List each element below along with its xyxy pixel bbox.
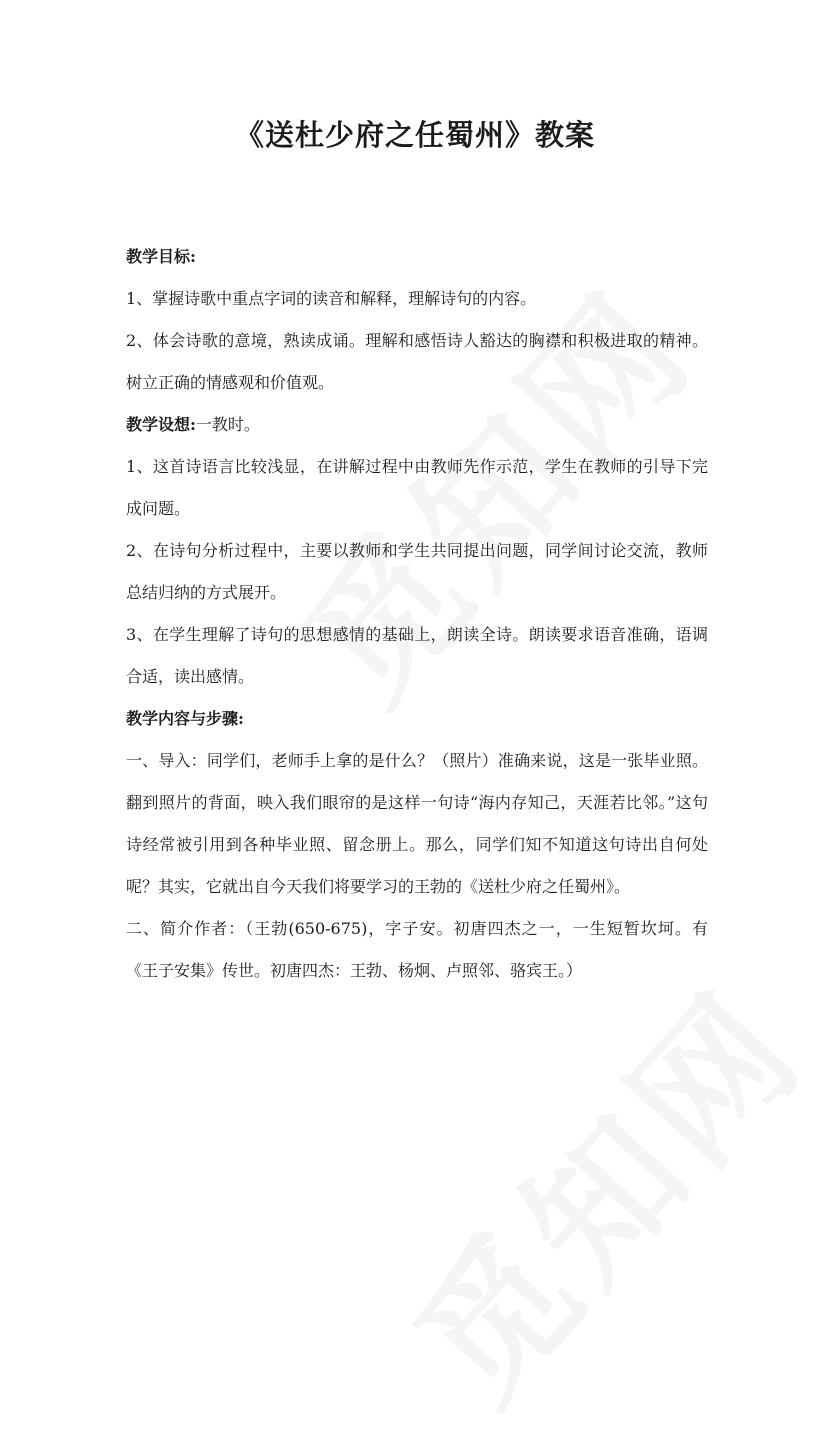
step-item-1: 一、导入：同学们，老师手上拿的是什么？（照片）准确来说，这是一张毕业照。翻到照片的背面，映入我们眼帘的是这样一句诗“海内存知己，天涯若比邻。”这句诗经常被引用到各种毕业照、留念册上。那么，同学们知不知道这句诗出自何处呢？其实，它就出自今天我们将要学习的王勃的《送杜少府之任蜀州》。 — [126, 751, 708, 896]
design-item-2: 2、在诗句分析过程中，主要以教师和学生共同提出问题，同学间讨论交流，教师总结归纳的方式展开。 — [126, 541, 708, 602]
goal-item-2: 2、体会诗歌的意境，熟读成诵。理解和感悟诗人豁达的胸襟和积极进取的精神。树立正确的情感观和价值观。 — [126, 331, 708, 392]
design-text: 一教时。 — [195, 415, 260, 434]
goals-heading: 教学目标: — [126, 247, 196, 266]
design-label: 教学设想: — [126, 415, 196, 434]
steps-heading: 教学内容与步骤: — [126, 709, 244, 728]
goal-item-1: 1、掌握诗歌中重点字词的读音和解释，理解诗句的内容。 — [126, 289, 537, 308]
design-item-3: 3、在学生理解了诗句的思想感情的基础上，朗读全诗。朗读要求语音准确，语调合适，读出感情。 — [126, 625, 708, 686]
document-title: 《送杜少府之任蜀州》教案 — [234, 118, 595, 152]
design-line — [126, 404, 708, 446]
watermark-bottom — [359, 937, 830, 1438]
step-item-2: 二、简介作者：（王勃(650-675)，字子安。初唐四杰之一，一生短暂坎坷。有《王子安集》传世。初唐四杰：王勃、杨炯、卢照邻、骆宾王。） — [126, 919, 708, 980]
document-body — [126, 236, 708, 992]
design-item-1: 1、这首诗语言比较浅显，在讲解过程中由教师先作示范，学生在教师的引导下完成问题。 — [126, 457, 708, 518]
